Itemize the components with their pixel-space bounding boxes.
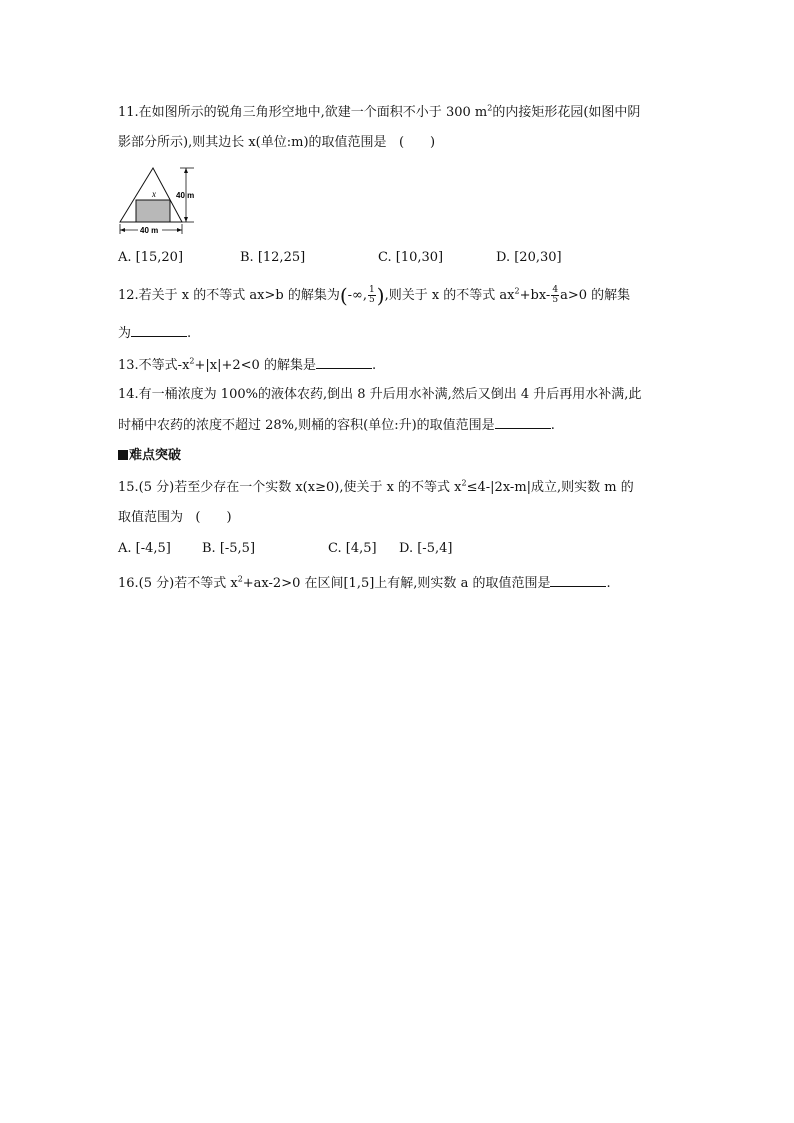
square-bullet-icon bbox=[118, 450, 128, 460]
triangle-figure bbox=[116, 162, 206, 238]
q12-coef-fraction: $\frac{4}{5}$ bbox=[552, 285, 559, 305]
q13-line: 13.不等式$-x^2+|x|+2<0$ 的解集是 . bbox=[118, 356, 377, 373]
q11-option-a: A. [15,20] bbox=[118, 250, 184, 265]
q15-option-a: A. [-4,5] bbox=[118, 541, 171, 556]
q13-answer-blank[interactable] bbox=[316, 356, 372, 369]
q16-line: 16.(5 分)若不等式 $x^2+ax-2>0$ 在区间[1,5]上有解,则实数 a 的取值范围是 . bbox=[118, 574, 611, 591]
base-label: 40 m bbox=[140, 226, 159, 235]
q14-line2: 时桶中农药的浓度不超过 28%,则桶的容积(单位:升)的取值范围是 . bbox=[118, 418, 555, 433]
q15-option-b: B. [-5,5] bbox=[202, 541, 256, 556]
q16-answer-blank[interactable] bbox=[550, 574, 606, 587]
q15-option-c: C. [4,5] bbox=[328, 541, 377, 556]
x-label: x bbox=[152, 189, 156, 199]
q11-option-c: C. [10,30] bbox=[378, 250, 444, 265]
q12-line1: 12.若关于 x 的不等式 ax>b 的解集为(-∞, $\frac{1}{5}$ ),则关于 x 的不等式 $ax^2+bx-$ $\frac{4}{5}$ a>0 的解集 bbox=[118, 283, 631, 308]
section-heading: 难点突破 bbox=[118, 447, 181, 465]
q12-line2: 为 . bbox=[118, 326, 192, 341]
q12-interval-fraction: $\frac{1}{5}$ bbox=[369, 285, 375, 305]
q15-line1: 15.(5 分)若至少存在一个实数 x(x≥0),使关于 x 的不等式 $x^2\le 4-|2x-m|$成立,则实数 m 的 bbox=[118, 478, 634, 495]
q11-line1: 11.在如图所示的锐角三角形空地中,欲建一个面积不小于 300 $m^2$的内接矩形花园(如图中阴 bbox=[118, 103, 641, 120]
triangle-diagram bbox=[116, 162, 206, 238]
q14-answer-blank[interactable] bbox=[495, 416, 551, 429]
height-label: 40 m bbox=[176, 191, 195, 200]
q12-answer-blank[interactable] bbox=[131, 324, 187, 337]
q15-option-d: D. [-5,4] bbox=[399, 541, 453, 556]
q11-option-d: D. [20,30] bbox=[496, 250, 562, 265]
garden-rect bbox=[136, 200, 170, 222]
q15-line2: 取值范围为 ( ) bbox=[118, 510, 232, 525]
q14-line1: 14.有一桶浓度为 100%的液体农药,倒出 8 升后用水补满,然后又倒出 4 升后再用水补满,此 bbox=[118, 387, 642, 402]
q11-option-b: B. [12,25] bbox=[240, 250, 306, 265]
q11-line2: 影部分所示),则其边长 x(单位:m)的取值范围是 ( ) bbox=[118, 135, 436, 150]
